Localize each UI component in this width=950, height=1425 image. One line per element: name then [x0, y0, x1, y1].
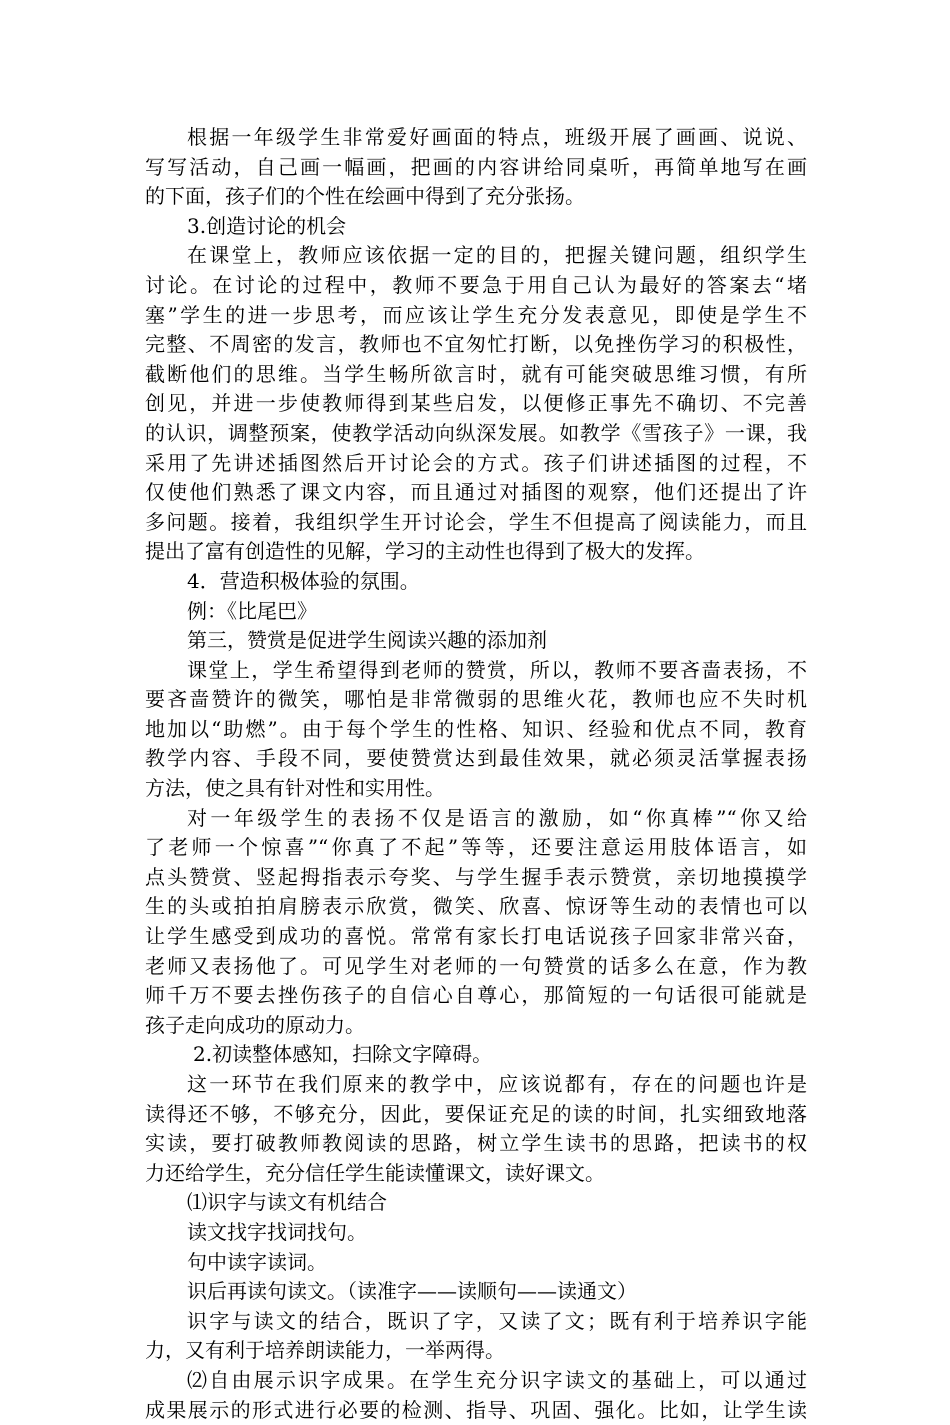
text-line: 的下面，孩子们的个性在绘画中得到了充分张扬。 [145, 184, 585, 209]
text-line: 孩子走向成功的原动力。 [145, 1012, 365, 1037]
text-line: 生的头或拍拍肩膀表示欣赏，微笑、欣喜、惊讶等生动的表情也可以 [145, 894, 807, 919]
text-line: 实读，要打破教师教阅读的思路，树立学生读书的思路，把读书的权 [145, 1131, 807, 1156]
text-line: 了老师一个惊喜”“你真了不起”等等，还要注意运用肢体语言，如 [145, 835, 807, 860]
text-line: 截断他们的思维。当学生畅所欲言时，就有可能突破思维习惯，有所 [145, 361, 807, 386]
text-line: 师千万不要去挫伤孩子的自信心自尊心，那简短的一句话很可能就是 [145, 983, 807, 1008]
text-line: 写写活动，自己画一幅画，把画的内容讲给同桌听，再简单地写在画 [145, 154, 807, 179]
text-line: 识后再读句读文。（读准字——读顺句——读通文） [187, 1279, 637, 1304]
text-line: 塞”学生的进一步思考，而应该让学生充分发表意见，即使是学生不 [145, 302, 807, 327]
text-line: 例：《比尾巴》 [187, 598, 317, 623]
text-line: 成果展示的形式进行必要的检测、指导、巩固、强化。比如，让学生读 [145, 1397, 807, 1422]
text-line: 3.创造讨论的机会 [187, 213, 347, 238]
text-line: 读文找字找词找句。 [187, 1219, 367, 1244]
text-line: 让学生感受到成功的喜悦。常常有家长打电话说孩子回家非常兴奋， [145, 924, 807, 949]
text-line: 这一环节在我们原来的教学中，应该说都有，存在的问题也许是 [187, 1072, 807, 1096]
text-line: 的认识，调整预案，使教学活动向纵深发展。如教学《雪孩子》一课，我 [145, 420, 807, 445]
text-line: 仅使他们熟悉了课文内容，而且通过对插图的观察，他们还提出了许 [145, 480, 807, 505]
text-line: ⑵自由展示识字成果。在学生充分识字读文的基础上，可以通过 [187, 1367, 807, 1392]
text-line: 点头赞赏、竖起拇指表示夸奖、与学生握手表示赞赏，亲切地摸摸学 [145, 864, 807, 889]
text-line: 老师又表扬他了。可见学生对老师的一句赞赏的话多么在意，作为教 [145, 953, 807, 978]
text-line: 方法，使之具有针对性和实用性。 [145, 776, 445, 801]
text-line: ⑴识字与读文有机结合 [187, 1190, 387, 1215]
text-line: 第三，赞赏是促进学生阅读兴趣的添加剂 [187, 628, 547, 653]
text-line: 采用了先讲述插图然后开讨论会的方式。孩子们讲述插图的过程，不 [145, 450, 807, 475]
text-line: 地加以“助燃”。由于每个学生的性格、知识、经验和优点不同，教育 [145, 716, 807, 741]
text-line: 根据一年级学生非常爱好画面的特点，班级开展了画画、说说、 [187, 125, 807, 149]
text-line: 句中读字读词。 [187, 1249, 327, 1274]
text-line: 4．营造积极体验的氛围。 [187, 568, 420, 593]
text-line: 力还给学生，充分信任学生能读懂课文，读好课文。 [145, 1160, 605, 1185]
text-line: 识字与读文的结合，既识了字，又读了文；既有利于培养识字能 [187, 1308, 807, 1333]
text-line: 提出了富有创造性的见解，学习的主动性也得到了极大的发挥。 [145, 539, 705, 564]
text-line: 力，又有利于培养朗读能力，一举两得。 [145, 1338, 505, 1363]
text-line: 创见，并进一步使教师得到某些启发，以便修正事先不确切、不完善 [145, 391, 807, 416]
text-line: 读得还不够，不够充分，因此，要保证充足的读的时间，扎实细致地落 [145, 1101, 807, 1126]
text-line: 在课堂上，教师应该依据一定的目的，把握关键问题，组织学生 [187, 243, 807, 268]
text-line: 讨论。在讨论的过程中，教师不要急于用自己认为最好的答案去“堵 [145, 272, 807, 297]
text-line: 2.初读整体感知，扫除文字障碍。 [193, 1042, 493, 1067]
text-line: 完整、不周密的发言，教师也不宜匆忙打断，以免挫伤学习的积极性， [145, 332, 807, 357]
text-line: 课堂上，学生希望得到老师的赞赏，所以，教师不要吝啬表扬，不 [187, 657, 807, 682]
text-line: 多问题。接着，我组织学生开讨论会，学生不但提高了阅读能力，而且 [145, 509, 807, 534]
text-line: 要吝啬赞许的微笑，哪怕是非常微弱的思维火花，教师也应不失时机 [145, 687, 807, 712]
document-page [145, 123, 807, 1425]
text-line: 教学内容、手段不同，要使赞赏达到最佳效果，就必须灵活掌握表扬 [145, 746, 807, 771]
text-line: 对一年级学生的表扬不仅是语言的激励，如“你真棒”“你又给 [187, 805, 807, 830]
